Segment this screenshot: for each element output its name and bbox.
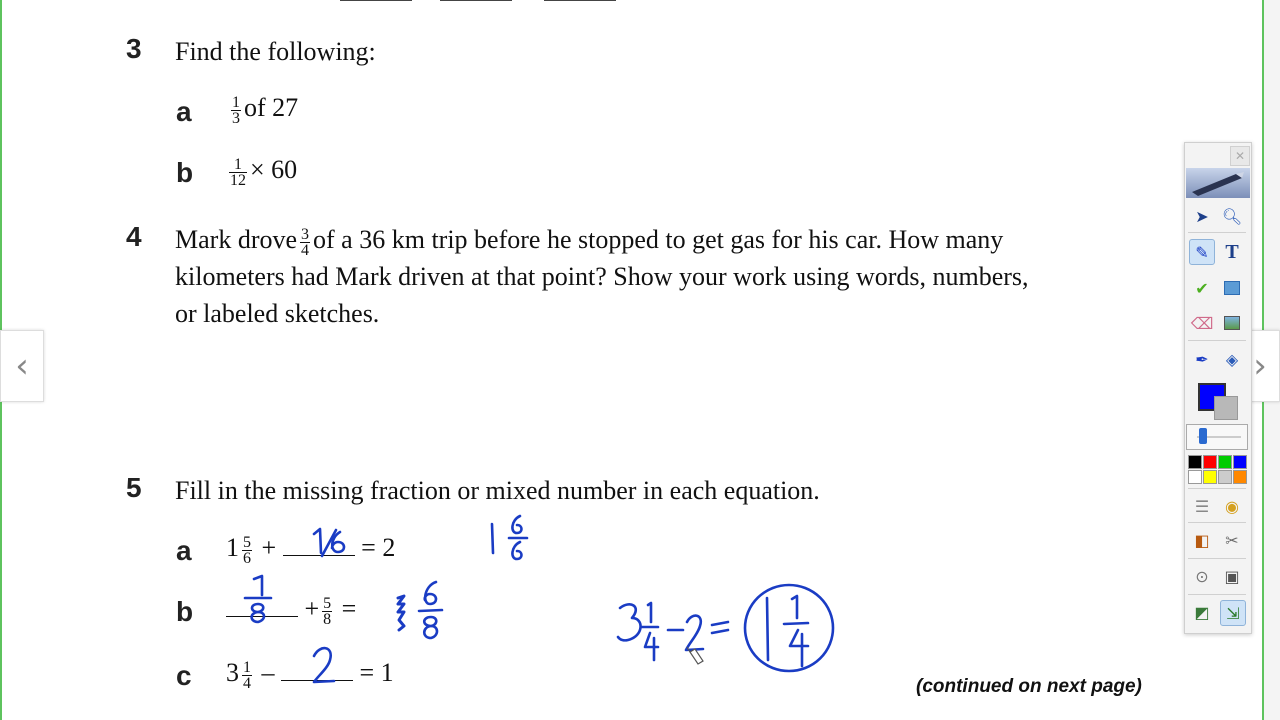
toolbar-separator — [1188, 340, 1246, 341]
question-3-text: Find the following: — [175, 37, 376, 66]
clear-icon[interactable]: ✂ — [1225, 530, 1239, 550]
q3-a-num: 1 — [232, 93, 240, 111]
q5-c-label: c — [176, 660, 192, 691]
thickness-slider[interactable] — [1186, 424, 1248, 450]
ink-a-answer — [314, 529, 344, 556]
prev-page-button[interactable] — [0, 330, 44, 402]
q4-frac-den: 4 — [301, 241, 310, 259]
q5-a-label: a — [176, 535, 192, 566]
q5-b-den: 8 — [323, 610, 332, 628]
color-swatch[interactable] — [1203, 455, 1217, 469]
line-style-icon[interactable]: ☰ — [1194, 496, 1210, 516]
q5-a-whole: 1 — [226, 533, 239, 562]
eyedropper-icon[interactable]: ✒ — [1195, 349, 1209, 369]
ink-b-answer — [245, 576, 271, 622]
toolbar-separator — [1188, 522, 1246, 523]
color-swatch[interactable] — [1218, 455, 1232, 469]
color-swatch[interactable] — [1233, 470, 1247, 484]
q3-a-rest: of 27 — [244, 93, 299, 122]
ink-a-side — [492, 516, 527, 559]
toolbar-separator — [1188, 488, 1246, 489]
q5-a-den: 6 — [243, 549, 251, 567]
question-5-text: Fill in the missing fraction or mixed number in each equation. — [175, 476, 820, 505]
q3-b-den: 12 — [230, 171, 246, 189]
q3-b-num: 1 — [229, 157, 247, 173]
q5-a-num: 5 — [243, 533, 251, 551]
highlighter-icon[interactable]: ✔ — [1195, 278, 1209, 298]
q4-line1-pre: Mark drove — [175, 225, 298, 254]
text-icon[interactable]: T — [1225, 240, 1239, 263]
image-icon[interactable] — [1220, 311, 1244, 335]
snapshot-icon[interactable]: ⇲ — [1220, 600, 1246, 626]
toolbar-header-pen-image[interactable] — [1186, 168, 1250, 198]
question-3-number: 3 — [126, 33, 142, 64]
q5-c-operator: – — [261, 658, 275, 687]
q4-line-3: or labeled sketches. — [175, 299, 380, 328]
q5-c-num: 1 — [243, 658, 251, 676]
fill-icon[interactable]: ◈ — [1225, 349, 1239, 369]
slider-thumb[interactable] — [1199, 428, 1207, 444]
question-4-number: 4 — [126, 221, 142, 252]
q5-b-num: 5 — [323, 594, 332, 612]
zoom-icon[interactable]: 🔍︎ — [1221, 206, 1243, 226]
ink-c-answer — [314, 648, 334, 682]
q4-frac-num: 3 — [301, 225, 310, 243]
undo-icon[interactable]: ◧ — [1194, 530, 1210, 550]
ink-work — [618, 585, 833, 671]
q5-b-equals: = — [341, 594, 357, 623]
whiteboard-icon[interactable]: ◩ — [1194, 602, 1210, 622]
color-swatch[interactable] — [1188, 470, 1202, 484]
color-swatch[interactable] — [1203, 470, 1217, 484]
secondary-color-swatch[interactable] — [1214, 396, 1238, 420]
continued-note: (continued on next page) — [916, 676, 1142, 697]
q5-b-operator: + — [304, 594, 320, 623]
toolbar-separator — [1188, 594, 1246, 595]
pen-logo-icon — [1186, 168, 1250, 198]
color-swatch[interactable] — [1188, 455, 1202, 469]
color-swatch[interactable] — [1218, 470, 1232, 484]
toolbar-separator — [1188, 232, 1246, 233]
q4-line-2: kilometers had Mark driven at that point? Show your work using words, numbers, — [175, 262, 1029, 291]
q3-b-label: b — [176, 157, 194, 188]
q5-c-equals: = 1 — [359, 658, 394, 687]
layers-icon[interactable]: ◉ — [1225, 496, 1239, 516]
color-swatch[interactable] — [1233, 455, 1247, 469]
chevron-right-icon: › — [1253, 346, 1267, 386]
toolbar-close-button[interactable]: ✕ — [1230, 146, 1250, 166]
q5-c-den: 4 — [243, 674, 251, 692]
q4-line1-post: of a 36 km trip before he stopped to get gas for his car. How many — [313, 225, 1004, 254]
q5-a-equals: = 2 — [361, 533, 396, 562]
q3-b-rest: × 60 — [250, 155, 298, 184]
pen-icon[interactable]: ✎ — [1189, 239, 1215, 265]
q5-a-operator: + — [261, 533, 277, 562]
ink-b-result — [398, 582, 442, 638]
toolbar-separator — [1188, 558, 1246, 559]
select-arrow-icon[interactable]: ➤ — [1195, 206, 1209, 226]
question-5-number: 5 — [126, 472, 142, 503]
chevron-left-icon: ‹ — [15, 346, 29, 386]
eraser-icon[interactable]: ⌫ — [1190, 313, 1214, 333]
screen-icon[interactable]: ▣ — [1224, 566, 1240, 586]
q3-a-label: a — [176, 96, 192, 127]
rectangle-icon[interactable] — [1220, 276, 1244, 300]
q5-b-label: b — [176, 596, 194, 627]
mouse-icon[interactable]: ⊙ — [1195, 566, 1209, 586]
q3-a-den: 3 — [232, 109, 240, 127]
q5-c-whole: 3 — [226, 658, 239, 687]
